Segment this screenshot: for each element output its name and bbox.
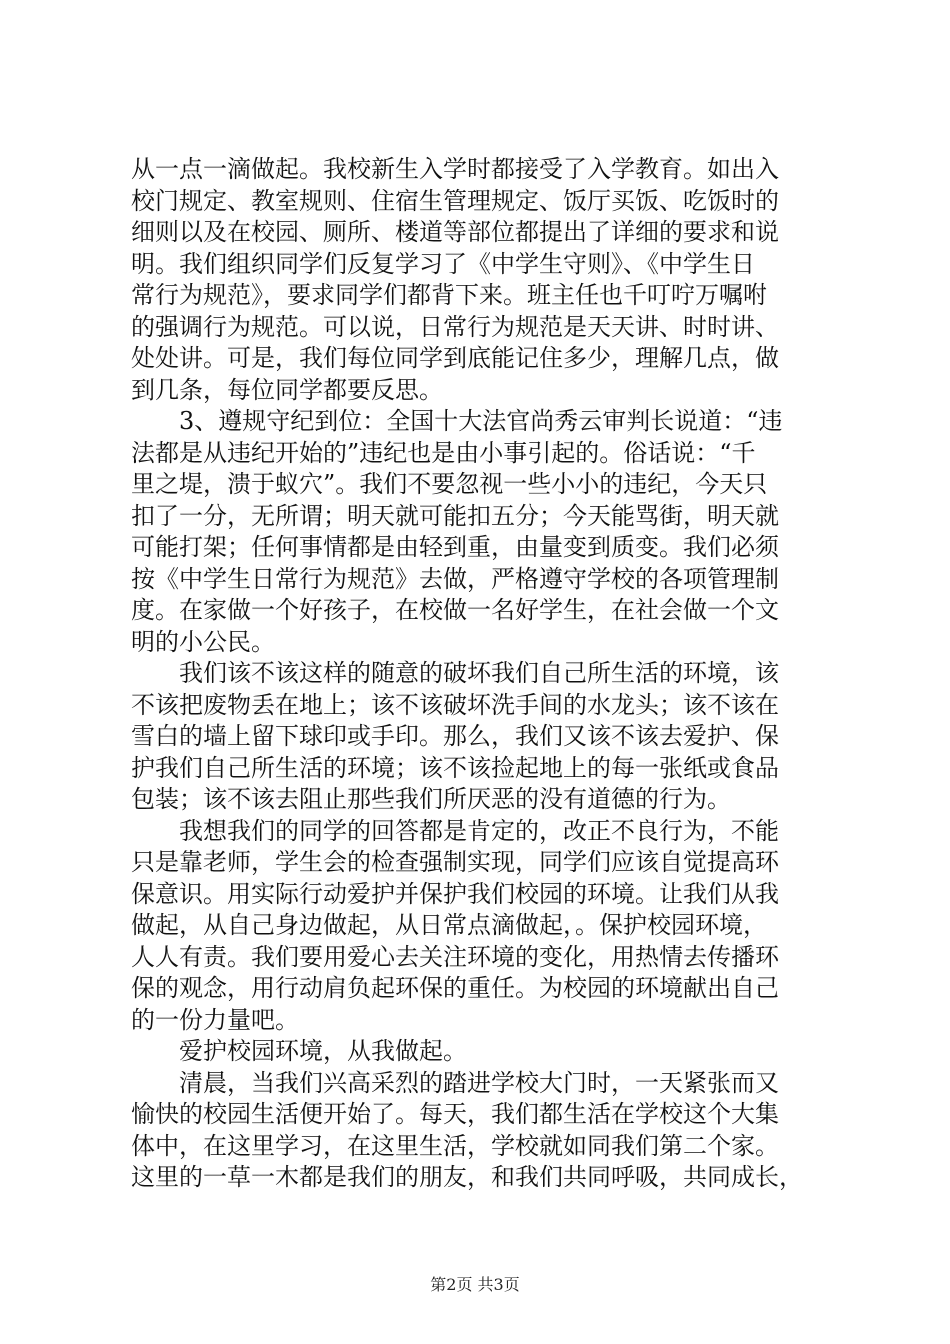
text-line: 明的小公民。 — [131, 627, 275, 656]
text-line: 包装；该不该去阻止那些我们所厌恶的没有道德的行为。 — [131, 785, 731, 813]
text-line: 校门规定、教室规则、住宿生管理规定、饭厅买饭、吃饭时的 — [131, 186, 779, 215]
text-line: 3、遵规守纪到位：全国十大法官尚秀云审判长说道：“违 — [131, 407, 783, 435]
text-line: 护我们自己所生活的环境；该不该捡起地上的每一张纸或食品 — [131, 753, 779, 782]
text-line: 保的观念，用行动肩负起环保的重任。为校园的环境献出自己 — [131, 974, 779, 1002]
text-line: 里之堤，溃于蚁穴”。我们不要忽视一些小小的违纪，今天只 — [131, 470, 768, 498]
text-line: 按《中学生日常行为规范》去做，严格遵守学校的各项管理制 — [131, 564, 779, 593]
text-line: 体中，在这里学习，在这里生活，学校就如同我们第二个家。 — [131, 1131, 779, 1160]
text-line: 度。在家做一个好孩子，在校做一名好学生，在社会做一个文 — [131, 596, 779, 624]
text-line: 清晨，当我们兴高采烈的踏进学校大门时，一天紧张而又 — [131, 1068, 779, 1097]
document-body — [131, 154, 828, 1194]
text-line: 扣了一分，无所谓；明天就可能扣五分；今天能骂街，明天就 — [131, 501, 779, 530]
text-line: 的强调行为规范。可以说，日常行为规范是天天讲、时时讲、 — [131, 312, 779, 341]
text-line: 常行为规范》，要求同学们都背下来。班主任也千叮咛万嘱咐 — [131, 281, 767, 309]
text-line: 的一份力量吧。 — [131, 1005, 299, 1034]
text-line: 可能打架；任何事情都是由轻到重，由量变到质变。我们必须 — [131, 533, 779, 561]
text-line: 不该把废物丢在地上；该不该破坏洗手间的水龙头；该不该在 — [131, 690, 779, 719]
text-line: 处处讲。可是，我们每位同学到底能记住多少，理解几点，做 — [131, 344, 779, 372]
text-line: 到几条，每位同学都要反思。 — [131, 375, 443, 404]
text-line: 爱护校园环境，从我做起。 — [131, 1037, 467, 1065]
text-line: 法都是从违纪开始的”违纪也是由小事引起的。俗话说：“千 — [131, 438, 756, 467]
text-line: 雪白的墙上留下球印或手印。那么，我们又该不该去爱护、保 — [131, 722, 779, 750]
text-line: 做起，从自己身边做起，从日常点滴做起，。保护校园环境， — [131, 911, 767, 939]
text-line: 愉快的校园生活便开始了。每天，我们都生活在学校这个大集 — [131, 1100, 779, 1128]
text-line: 明。我们组织同学们反复学习了《中学生守则》、《中学生日 — [131, 249, 755, 278]
text-line: 我们该不该这样的随意的破坏我们自己所生活的环境，该 — [131, 659, 779, 687]
text-line: 我想我们的同学的回答都是肯定的，改正不良行为，不能 — [131, 816, 779, 845]
text-line: 细则以及在校园、厕所、楼道等部位都提出了详细的要求和说 — [131, 218, 779, 246]
text-line: 人人有责。我们要用爱心去关注环境的变化，用热情去传播环 — [131, 942, 779, 971]
text-line: 保意识。用实际行动爱护并保护我们校园的环境。让我们从我 — [131, 879, 779, 908]
text-line: 从一点一滴做起。我校新生入学时都接受了入学教育。如出入 — [131, 155, 779, 183]
page-footer: 第2页 共3页 — [430, 1275, 520, 1294]
text-line: 只是靠老师，学生会的检查强制实现，同学们应该自觉提高环 — [131, 848, 779, 876]
text-line: 这里的一草一木都是我们的朋友，和我们共同呼吸，共同成长， — [131, 1163, 803, 1191]
